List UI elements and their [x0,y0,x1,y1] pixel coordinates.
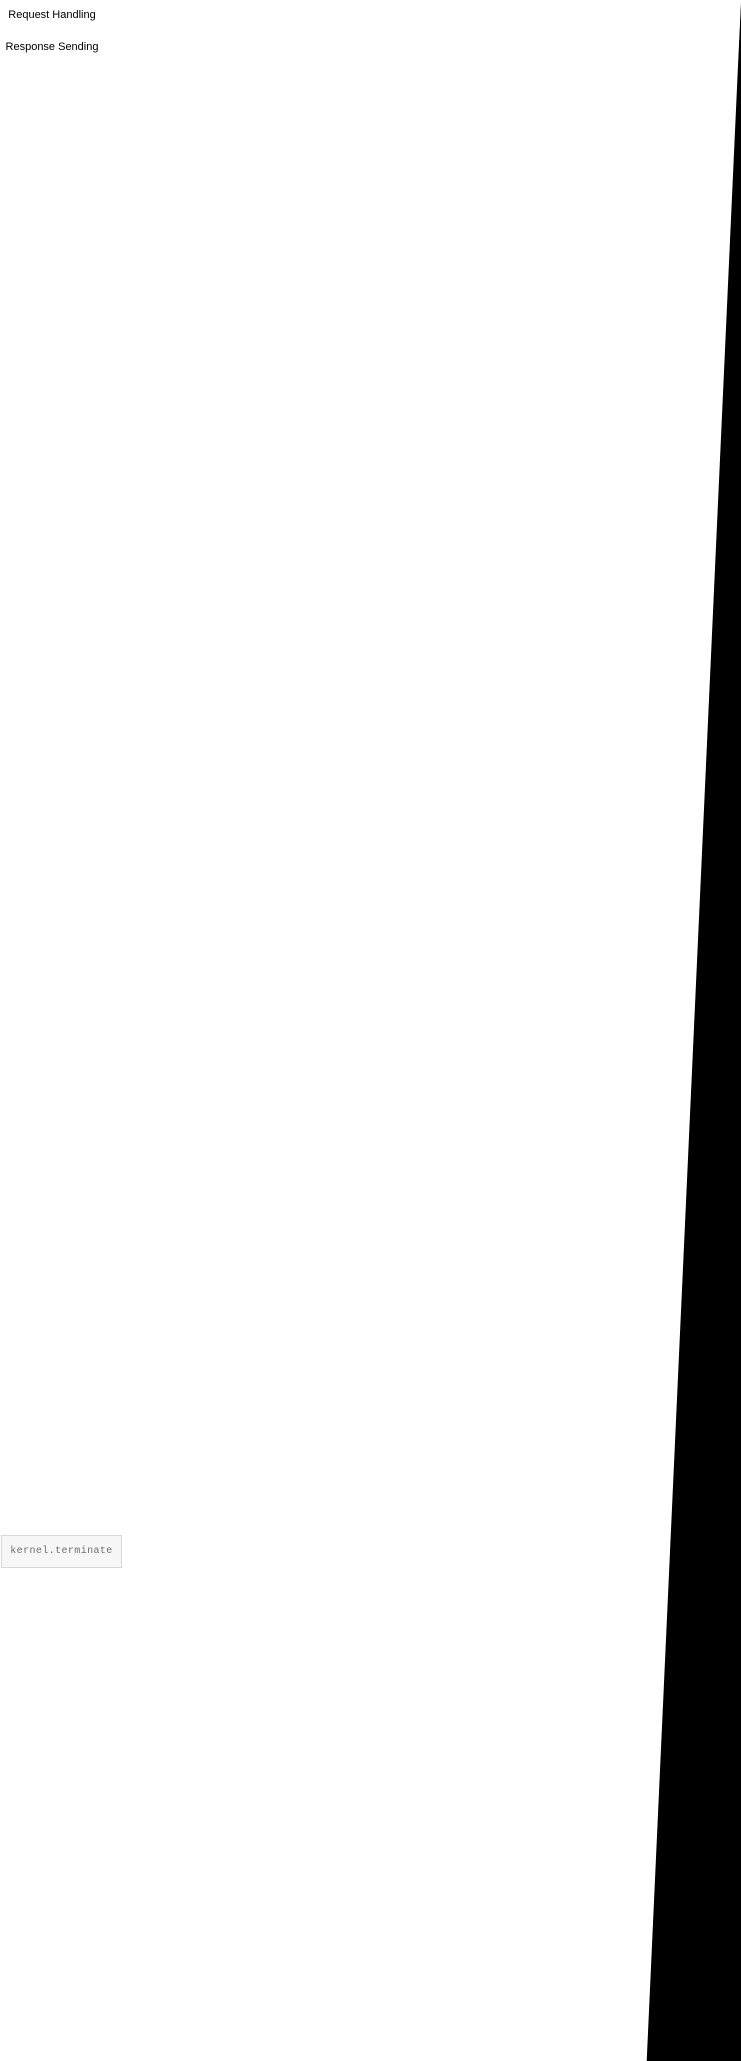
banner-label: Request Handling [8,9,96,21]
banner-response-sending [0,30,110,63]
banner-label: Response Sending [5,40,99,53]
event-kernel-terminate[interactable] [1,1535,122,1568]
event-label: kernel.terminate [10,1545,113,1557]
